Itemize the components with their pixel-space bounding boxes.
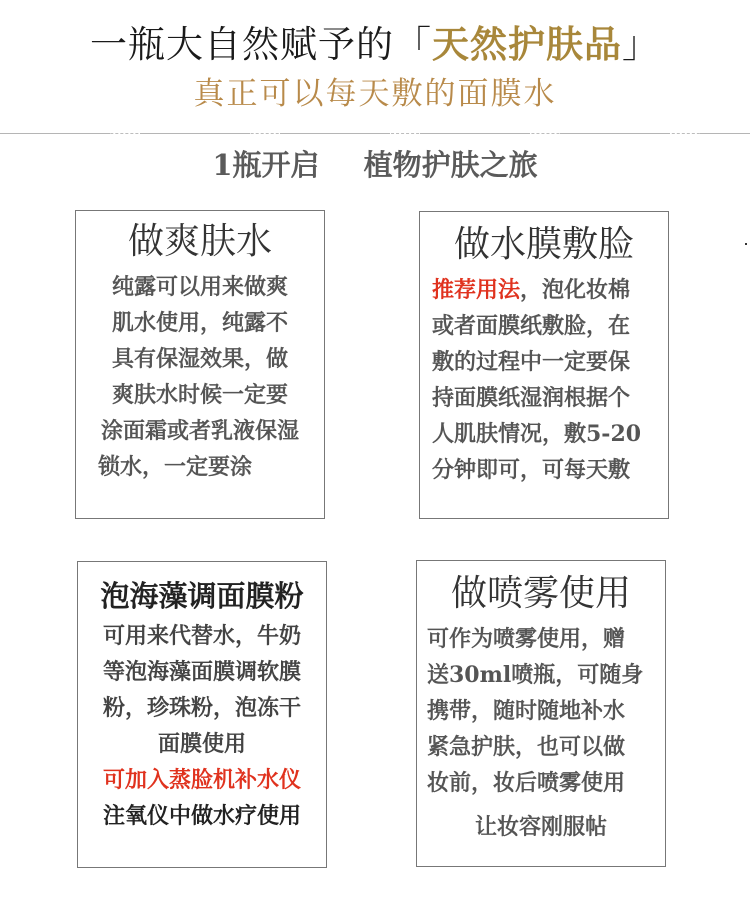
card-line: 推荐用法，泡化妆棉 bbox=[432, 277, 631, 303]
headline-prefix: 一瓶大自然赋予的 bbox=[90, 23, 394, 66]
card-line: 涂面霜或者乳液保湿 bbox=[100, 418, 299, 444]
card-title: 做水膜敷脸 bbox=[453, 224, 634, 265]
section-title: 1瓶开启 植物护肤之旅 bbox=[212, 148, 538, 182]
card-toner bbox=[75, 210, 325, 519]
card-line: 注氧仪中做水疗使用 bbox=[102, 803, 301, 829]
card-line: 持面膜纸湿润根据个 bbox=[432, 385, 631, 411]
card-line: 锁水，一定要涂 bbox=[98, 454, 253, 480]
card-line: 爽肤水时候一定要 bbox=[111, 382, 288, 408]
card-body bbox=[420, 272, 668, 488]
card-line: 面膜使用 bbox=[157, 731, 246, 757]
card-spray bbox=[416, 560, 666, 867]
card-line: 或者面膜纸敷脸，在 bbox=[432, 313, 631, 339]
card-highlight-line: 可加入蒸脸机补水仪 bbox=[102, 767, 301, 793]
card-line: 可用来代替水，牛奶 bbox=[102, 623, 301, 649]
card-body bbox=[417, 621, 665, 845]
card-line: 可作为喷雾使用，赠 bbox=[427, 626, 626, 652]
card-line: 妆前，妆后喷雾使用 bbox=[427, 770, 626, 796]
card-seaweed-mask bbox=[77, 561, 327, 868]
card-line: 纯露可以用来做爽 bbox=[111, 274, 288, 300]
card-line: 敷的过程中一定要保 bbox=[432, 349, 631, 375]
stray-dot bbox=[745, 243, 747, 245]
headline-highlight: 天然护肤品 bbox=[432, 22, 622, 66]
card-line: 具有保湿效果，做 bbox=[111, 346, 288, 372]
card-water-mask bbox=[419, 211, 669, 519]
subhead: 真正可以每天敷的面膜水 bbox=[193, 76, 557, 112]
card-line: 让妆容刚服帖 bbox=[474, 814, 607, 840]
card-line: 分钟即可，可每天敷 bbox=[432, 457, 631, 483]
card-line: 等泡海藻面膜调软膜 bbox=[102, 659, 301, 685]
card-title: 做爽肤水 bbox=[127, 221, 272, 262]
card-line: 紧急护肤，也可以做 bbox=[427, 734, 626, 760]
dashed-divider bbox=[0, 133, 750, 134]
card-line: 人肌肤情况，敷5-20 bbox=[432, 421, 642, 447]
headline-bracket-close: 」 bbox=[622, 23, 660, 66]
card-title: 泡海藻调面膜粉 bbox=[100, 579, 304, 613]
card-line: 肌水使用，纯露不 bbox=[111, 310, 288, 336]
headline bbox=[0, 14, 750, 75]
card-body bbox=[78, 618, 326, 834]
headline-bracket-open: 「 bbox=[394, 23, 432, 66]
card-line: 携带，随时随地补水 bbox=[427, 698, 626, 724]
card-line: 粉，珍珠粉，泡冻干 bbox=[102, 695, 301, 721]
recommended-usage-label: 推荐用法 bbox=[432, 277, 521, 303]
card-body bbox=[76, 269, 324, 485]
card-line: 送30ml喷瓶，可随身 bbox=[427, 662, 644, 688]
card-title: 做喷雾使用 bbox=[450, 573, 631, 614]
